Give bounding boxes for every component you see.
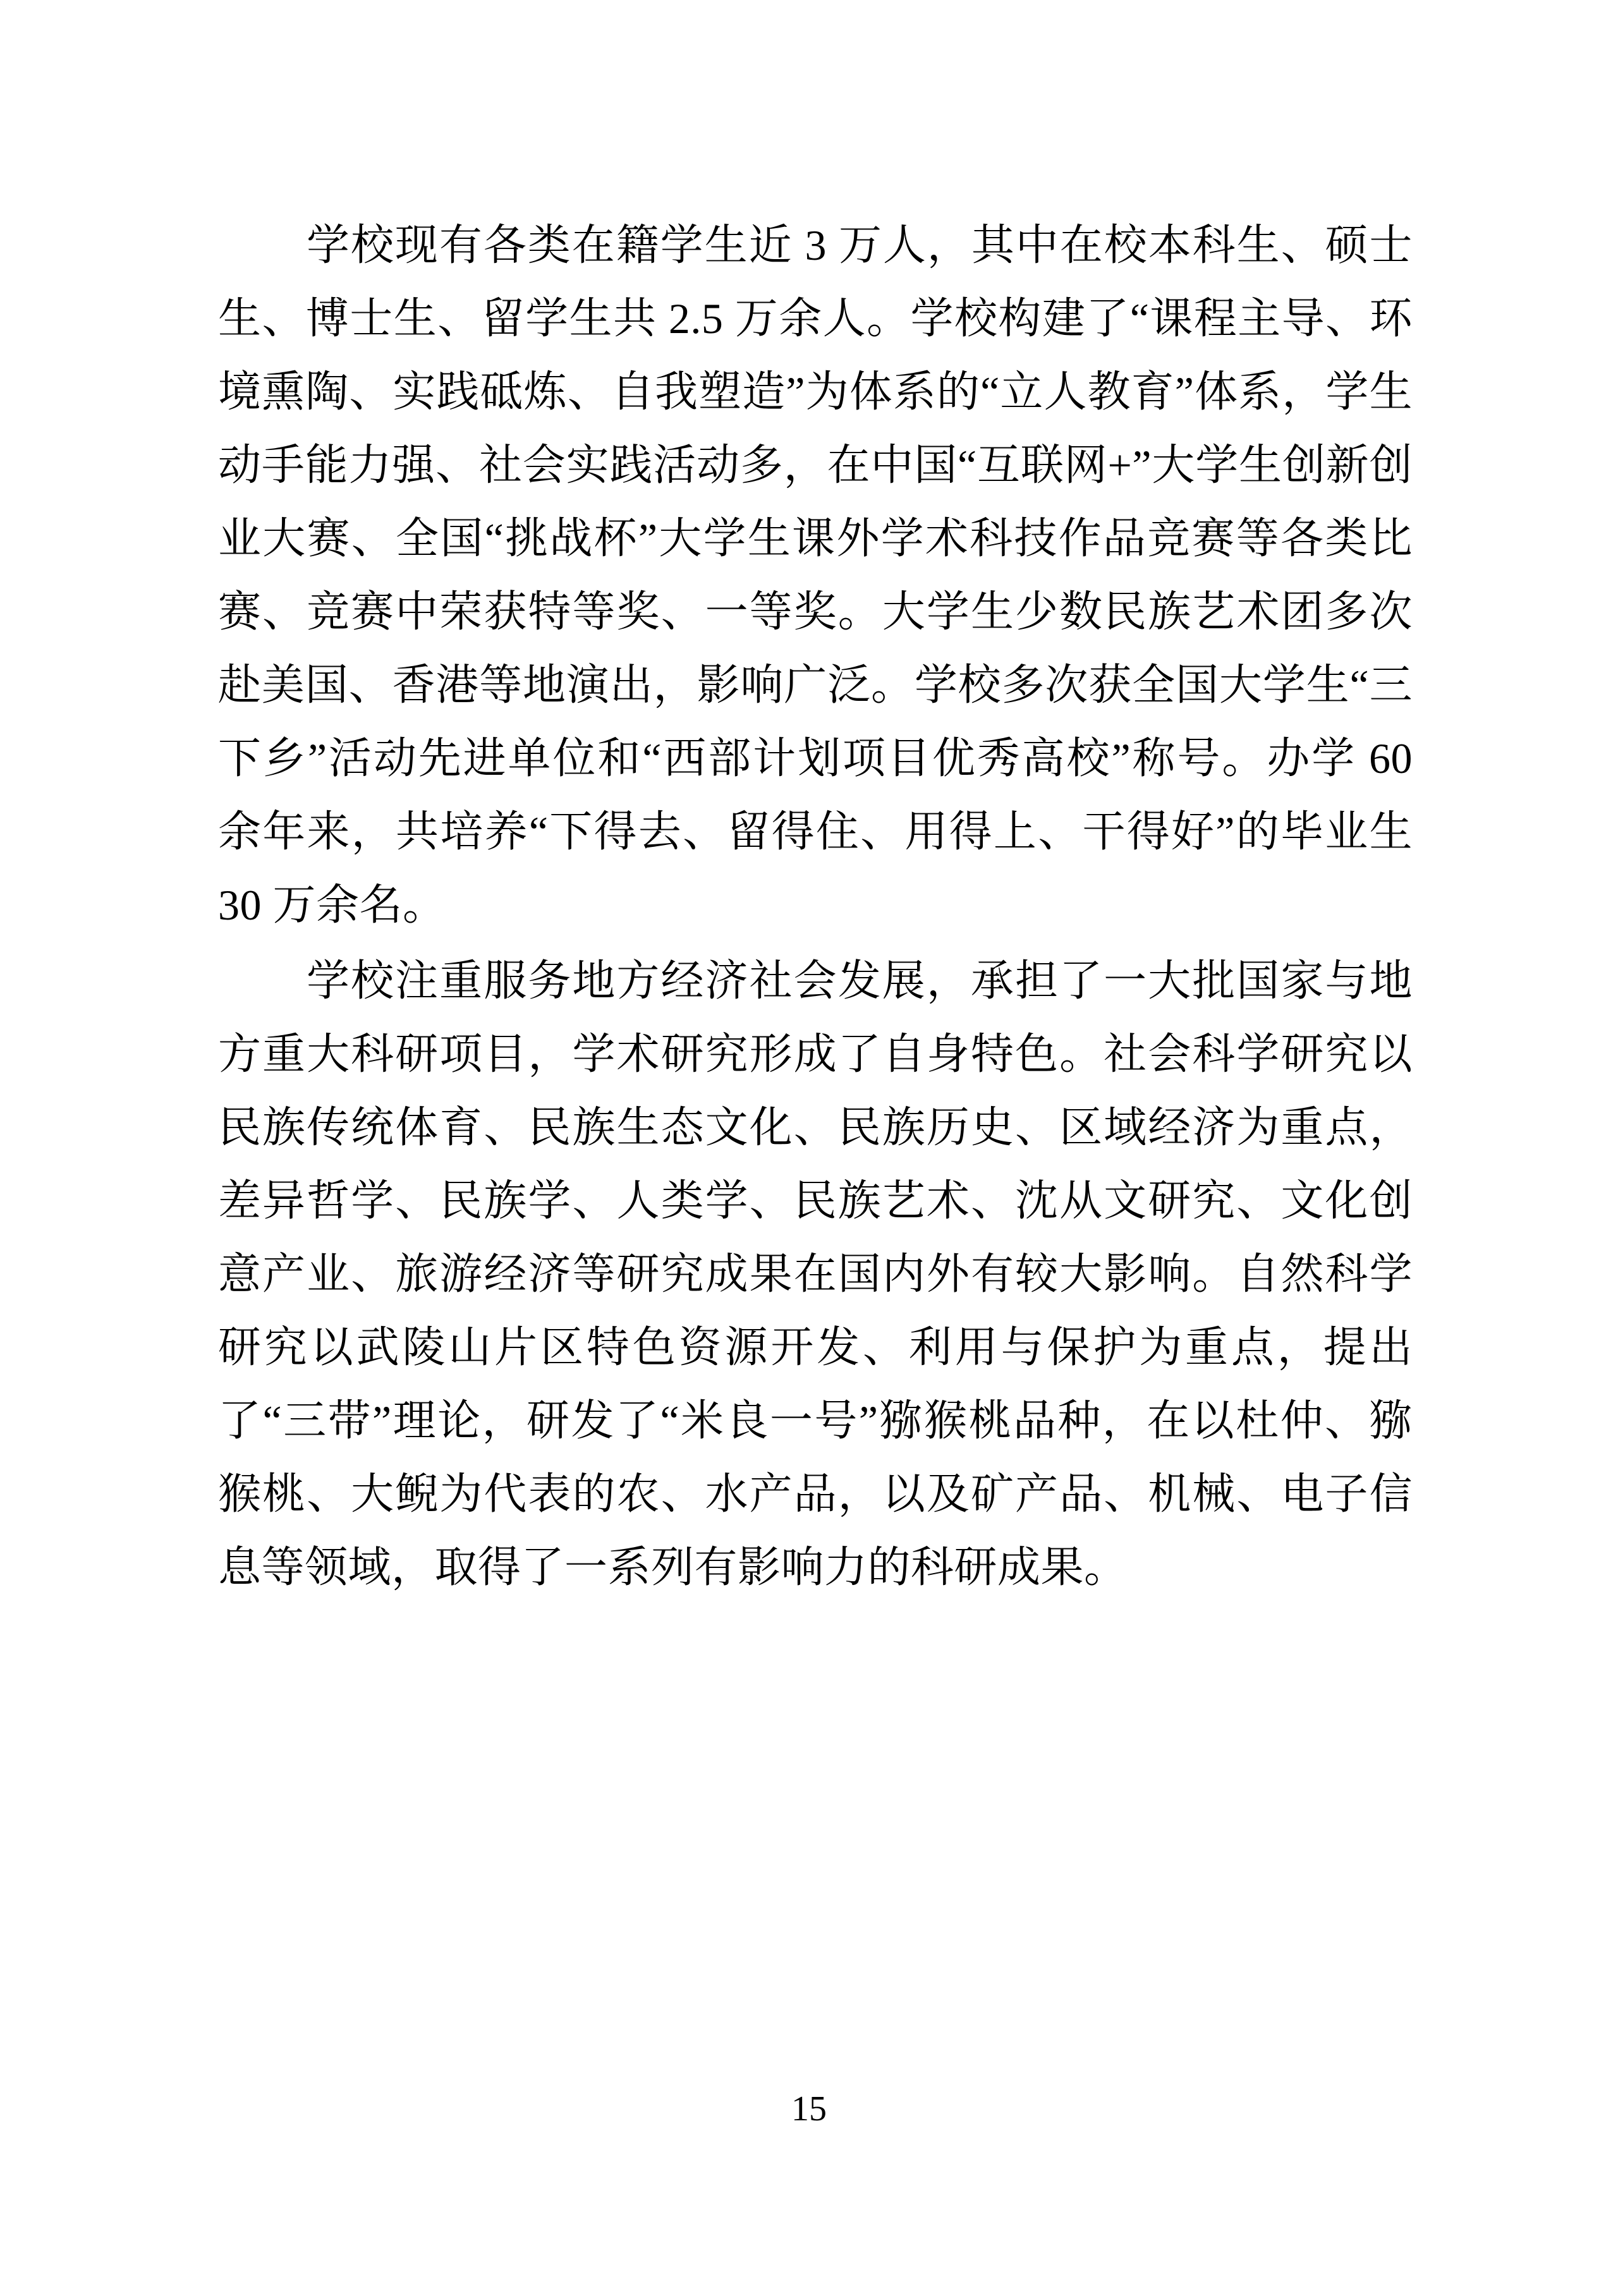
paragraph-1: 学校现有各类在籍学生近 3 万人，其中在校本科生、硕士生、博士生、留学生共 2.5 万余人。学校构建了“课程主导、环境熏陶、实践砥炼、自我塑造”为体系的“立人教育”体系，学生动手能力强、社会实践活动多，在中国“互联网+”大学生创新创业大赛、全国“挑战杯”大学生课外学术科技作品竞赛等各类比赛、竞赛中荣获特等奖、一等奖。大学生少数民族艺术团多次赴美国、香港等地演出，影响广泛。学校多次获全国大学生“三下乡”活动先进单位和“西部计划项目优秀高校”称号。办学 60 余年来，共培养“下得去、留得住、用得上、干得好”的毕业生 30 万余名。 <box>218 221 1413 929</box>
page-body <box>218 209 1413 1607</box>
paragraph-2: 学校注重服务地方经济社会发展，承担了一大批国家与地方重大科研项目，学术研究形成了自身特色。社会科学研究以民族传统体育、民族生态文化、民族历史、区域经济为重点，差异哲学、民族学、人类学、民族艺术、沈从文研究、文化创意产业、旅游经济等研究成果在国内外有较大影响。自然科学研究以武陵山片区特色资源开发、利用与保护为重点，提出了“三带”理论，研发了“米良一号”猕猴桃品种，在以杜仲、猕猴桃、大鲵为代表的农、水产品，以及矿产品、机械、电子信息等领域，取得了一系列有影响力的科研成果。 <box>218 957 1413 1591</box>
page-number: 15 <box>791 2089 827 2129</box>
